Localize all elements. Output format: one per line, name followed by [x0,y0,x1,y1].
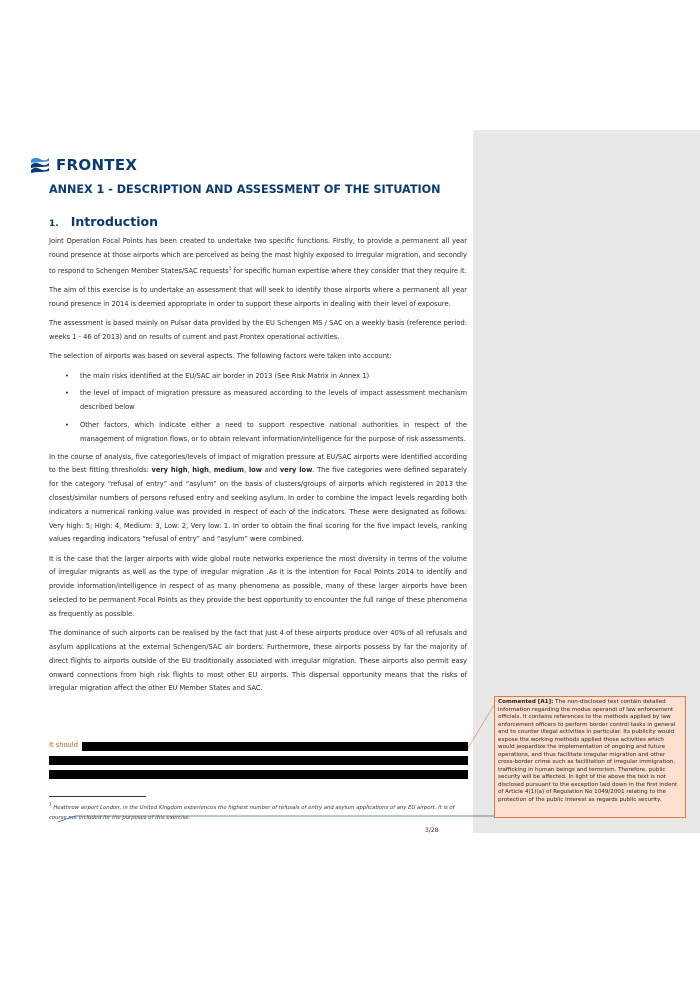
bullet-icon: • [65,421,69,429]
footnote-text: Heathrow airport London, in the United Kingdom experiences the highest number of refusals of entry and asylum applications of any EU airport. It is of course not included for the purposes of this exercise. [49,804,455,821]
separator: , [187,466,193,475]
separator: , [208,466,214,475]
list-item-text: the main risks identified at the EU/SAC air border in 2013 (See Risk Matrix in Annex 1) [80,371,370,380]
comment-label: Commented [A1]: [498,699,554,705]
paragraph-text: . The five categories were defined separately for the category “refusal of entry” and “asylum” on the basis of clusters/groups of airports which registered in 2013 the closest/similar numbers of persons refused entry and seeking asylum. In order to combine the impact levels regarding both indicators a numerical ranking value was provided in respect of each of the indicators. These were designated as follows: Very high: 5; High: 4, Medium: 3, Low: 2, Very low: 1. In order to obtain the final scoring for the five impact levels, ranking values regarding indicators “refusal of entry” and “asylum” were combined. [49,466,467,544]
comment-balloon[interactable] [494,696,686,818]
redacted-paragraph-start[interactable]: It should [49,741,78,749]
paragraph-text: In the course of analysis, five categories/levels of impact of migration pressure at EU/SAC airports were identified according to the best fitting thresholds: [49,452,467,475]
section-number: 1. [49,219,59,229]
section-title: Introduction [70,214,158,229]
paragraph: The assessment is based mainly on Pulsar data provided by the EU Schengen MS / SAC on a weekly basis (reference period: weeks 1 - 46 of 2013) and on results of current and past Frontex operational activities. [49,319,467,342]
threshold-medium: medium [213,466,245,475]
comment-text: The non-disclosed text contain detailed information regarding the modus operandi of law enforcement officials. It contains references to the methods applied by law enforcement officers to perform border control tasks in general and to counter illegal activities in particular. Its publicity would expose the working methods applied those activities which would jeopardize the implementation of ongoing and future operations, and thus facilitate irregular migration and other cross-border crime such as facilitation of irregular immigration, trafficking in human beings and terrorism. Therefore, public security will be affected. In light of the above the text is not disclosed pursuant to the exception laid down in the first indent of Article 4(1)(a) of Regulation No 1049/2001 relating to the protection of the public interest as regards public security. [498,699,678,803]
bullet-icon: • [65,389,69,398]
threshold-very-low: very low [279,466,313,475]
list-item-text: Other factors, which indicate either a need to support respective national authorities in respect of the management of migration flows, or to obtain relevant information/intelligence for the purpose of risk assessments. [80,421,467,443]
annex-title: ANNEX 1 - DESCRIPTION AND ASSESSMENT OF THE SITUATION [49,183,441,196]
threshold-low: low [248,466,262,475]
footnote-ref[interactable]: 1 [228,266,232,272]
separator: , [244,466,249,475]
paragraph: The dominance of such airports can be realised by the fact that just 4 of these airports produce over 40% of all refusals and asylum applications at the external Schengen/SAC air borders. Furthermore, these airports possess by far the majority of direct flights to airports outside of the EU traditionally associated with irregular migration. These airports also permit easy onward connections from high risk flights to most other EU airports. This dispersal opportunity means that the risks of irregular migration affect the other EU Member States and SAC. [49,629,467,693]
page-number: 3/28 [425,827,439,834]
logo-text: FRONTEX [56,156,138,174]
paragraph-text: for specific human expertise where they consider that they require it. [231,266,467,275]
paragraph: The aim of this exercise is to undertake an assessment that will seek to identify those airports where a permanent all year round presence in 2014 is deemed appropriate in order to support these airports in dealing with their level of exposure. [49,286,467,308]
threshold-very-high: very high [151,466,188,475]
paragraph-text: Joint Operation Focal Points has been created to undertake two specific functions. Firstly, to provide a permanent all year round presence at those airports which are perceived as being the most highly exposed to irregular migration, and secondly to respond to Schengen Member States/SAC requests [49,237,467,275]
separator: and [261,466,280,475]
footnote-marker: 1 [49,802,52,807]
list-item-text: the level of impact of migration pressure as measured according to the levels of impact assessment mechanism described below [80,389,467,412]
threshold-high: high [192,466,209,475]
paragraph: The selection of airports was based on several aspects. The following factors were taken into account: [49,352,392,361]
paragraph: It is the case that the larger airports with wide global route networks experience the most diversity in terms of the volume of irregular migrants as well as the type of irregular migration .As it is the intention for Focal Points 2014 to identify and provide information/intelligence in respect of as many phenomena as possible, many of these larger airports have been selected to be permanent Focal Points as they provide the best opportunity to encounter the full range of these phenomena as frequently as possible. [49,554,467,618]
bullet-icon: • [65,371,69,380]
